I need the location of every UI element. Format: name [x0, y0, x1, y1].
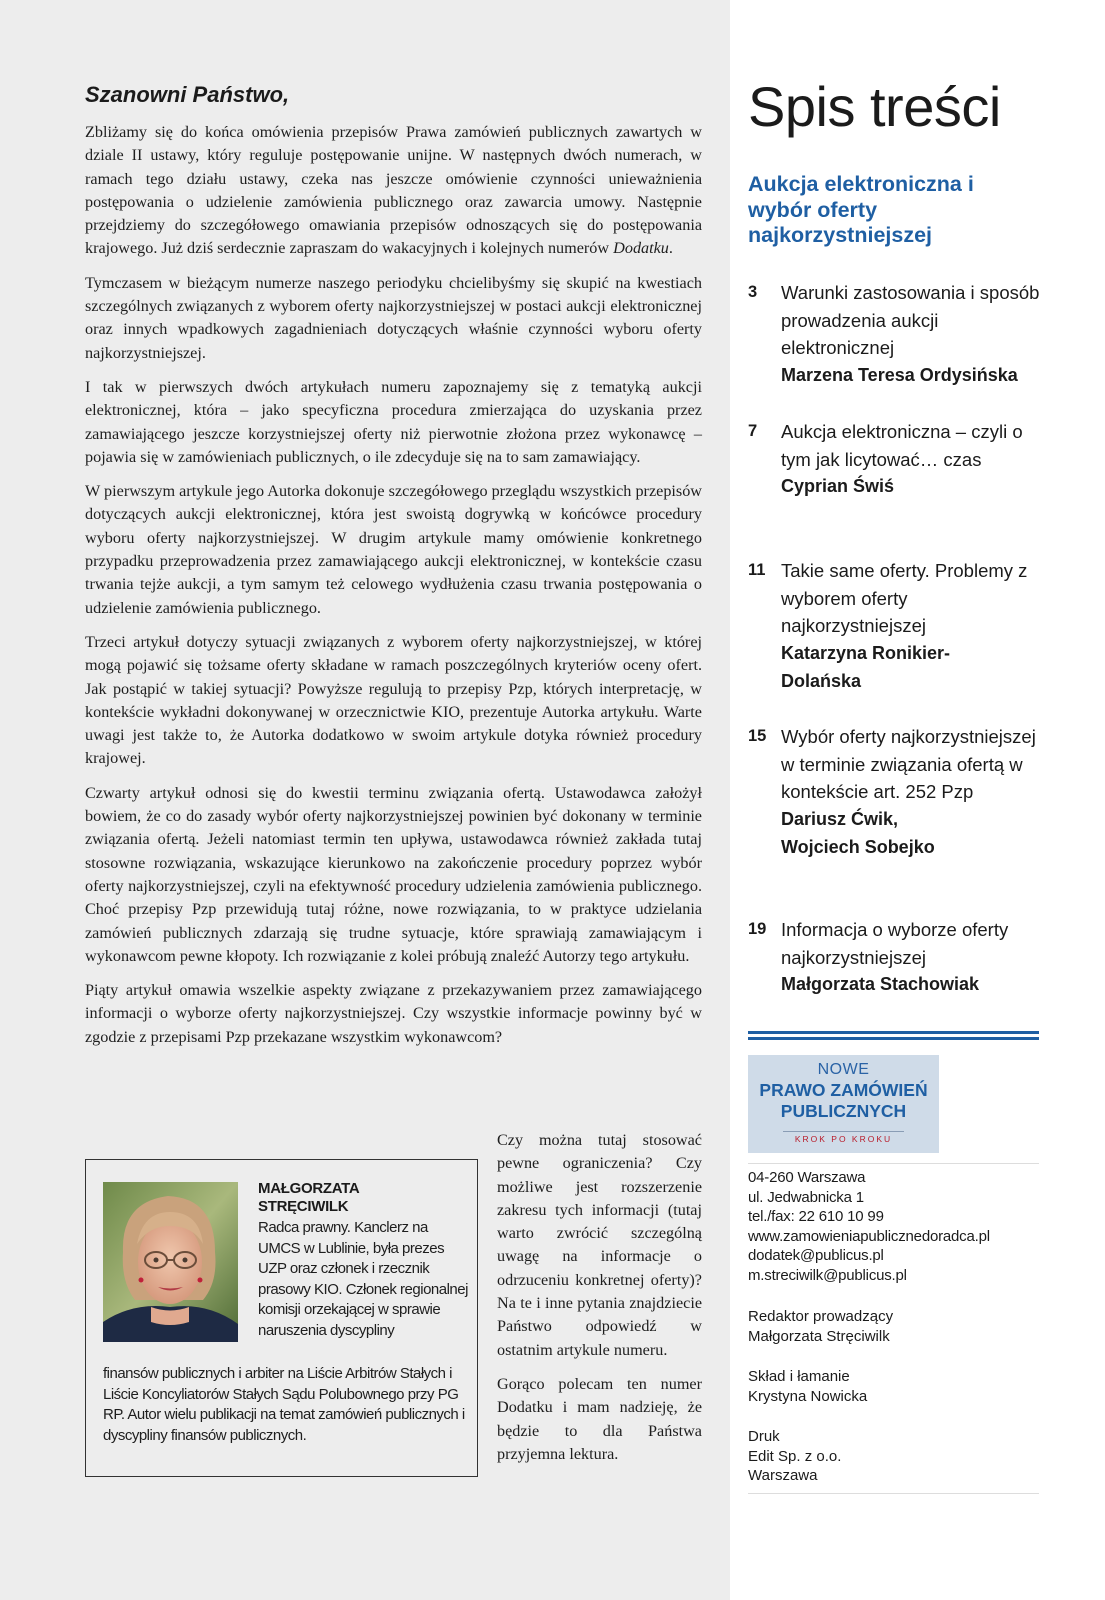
toc-article-title: Wybór oferty najkorzystniejszej w terminie związania ofertą w kontekście art. 252 Pzp	[781, 726, 1036, 803]
letter-paragraph-7: Piąty artykuł omawia wszelkie aspekty związane z przekazywaniem przez zamawiającego informacji o wyborze oferty najkorzystniejszej. Czy wszystkie informacje powinny być w zgodzie z przepisami Pzp przekazane wszystkim wykonawcom?	[85, 981, 702, 1046]
toc-page-number: 11	[748, 561, 766, 579]
issue-theme: Aukcja elektroniczna i wybór oferty najkorzystniejszej	[748, 172, 974, 247]
author-photo	[103, 1182, 238, 1342]
letter-paragraph-6: Czwarty artykuł odnosi się do kwestii terminu związania ofertą. Ustawodawca założył bowiem, że co do zasady wybór oferty najkorzystniejszej powinien być dokonany w terminie związania ofertą. Jeżeli natomiast termin ten upływa, ustawodawca również zakłada tutaj stosowne rozwiązania, wskazujące kierunkowo na zakończenie procedury poprzez wybór oferty najkorzystniejszej, czyli na efektywność procedury udzielenia zamówienia publicznego. Choć przepisy Pzp przewidują tutaj różne, nowe rozwiązania, to w praktyce udzielania zamówień publicznych zdarzają się trudne sytuacje, które sprawiają zamawiającym i wykonawcom pewne kłopoty. Ich rozwiązanie z kolei próbują znaleźć Autorzy tego artykułu.	[85, 783, 702, 965]
letter-paragraph-5: Trzeci artykuł dotyczy sytuacji związanych z wyborem oferty najkorzystniejszej, w której mogą pojawić się tożsame oferty składane w ramach poszczególnych kryteriów oceny ofert. Jak postąpić w takiej sytuacji? Powyższe regulują to przepisy Pzp, których interpretację, w kontekście wykładni dokonywanej w orzecznictwie KIO, prezentuje Autorka artykułu. Warte uwagi jest także to, że Autorka dodatkowo w swoim artykule dotyka również procedury krajowej.	[85, 632, 702, 768]
editorial-letter	[85, 121, 702, 1060]
toc-article-title: Warunki zastosowania i sposób prowadzenia aukcji elektronicznej	[781, 282, 1040, 359]
toc-article-author: Dariusz Ćwik, Wojciech Sobejko	[781, 809, 935, 857]
toc-page-number: 3	[748, 283, 758, 301]
letter-paragraph-2: Tymczasem w bieżącym numerze naszego periodyku chcielibyśmy się skupić na kwestiach szczególnych związanych z wyborem oferty najkorzystniejszej w postaci aukcji elektronicznej oraz innych wpadkowych zagadnieniach dotyczących właśnie czynności wyboru oferty najkorzystniejszej.	[85, 273, 702, 362]
author-bio-text-continued: finansów publicznych i arbiter na Liście Arbitrów Stałych i Liście Koncyliatorów Stałych Sądu Polubownego przy PG RP. Autor wielu publikacji na temat zamówień publicznych i dyscypliny finansów publicznych.	[103, 1365, 465, 1444]
letter-paragraph-7-continued: Czy można tutaj stosować pewne ograniczenia? Czy możliwe jest rozszerzenie zakresu tych informacji (tutaj warto zwrócić szczególną uwagę na informacje o odrzuceniu konkretnej oferty)? Na te i inne pytania znajdziecie Państwo odpowiedź w ostatnim artykule numeru.	[497, 1131, 702, 1359]
author-bio-text: Radca prawny. Kanclerz na UMCS w Lublinie, była prezes UZP oraz członek i rzecznik prasowy KIO. Członek regionalnej komisji orzekającej w sprawie naruszenia dyscypliny	[258, 1219, 468, 1339]
credit-editor: Redaktor prowadzący Małgorzata Stręciwilk	[748, 1308, 894, 1345]
author-bio-box	[85, 1159, 478, 1477]
credit-print: Druk Edit Sp. z o.o. Warszawa	[748, 1428, 842, 1484]
author-name: MAŁGORZATA STRĘCIWILK	[258, 1180, 360, 1215]
credit-layout: Skład i łamanie Krystyna Nowicka	[748, 1368, 868, 1405]
divider	[748, 1163, 1039, 1164]
letter-paragraph-3: I tak w pierwszych dwóch artykułach numeru zapoznajemy się z tematyką aukcji elektronicznej, która – jako specyficzna procedura zmierzająca do uzyskania przez zamawiającego jeszcze korzystniejszej oferty niż pierwotnie złożona przez wykonawcę – pojawia się w zamówieniach publicznych, o ile zdecyduje się na to sam zamawiający.	[85, 377, 702, 466]
toc-article-title: Informacja o wyborze oferty najkorzystniejszej	[781, 919, 1009, 968]
contact-phone: tel./fax: 22 610 10 99	[748, 1208, 884, 1225]
letter-paragraph-4: W pierwszym artykule jego Autorka dokonuje szczegółowego przeglądu wszystkich przepisów dotyczących aukcji elektronicznej, która jest swoistą dogrywką w końcówce procedury wyboru oferty najkorzystniejszej. W drugim artykule mamy omówienie konkretnego przypadku przeprowadzenia przez zamawiającego aukcji elektronicznej, w kontekście czasu trwania tejże aukcji, a tym samym też celowego wydłużenia czasu trwania postępowania o udzielenie zamówienia publicznego.	[85, 482, 702, 617]
salutation: Szanowni Państwo,	[85, 82, 290, 107]
toc-article-title: Takie same oferty. Problemy z wyborem oferty najkorzystniejszej	[781, 560, 1028, 637]
toc-article-author: Marzena Teresa Ordysińska	[781, 365, 1018, 386]
toc-title: Spis treści	[748, 75, 1001, 138]
letter-continuation	[497, 1129, 702, 1477]
toc-article-author: Cyprian Świś	[781, 476, 895, 497]
letter-paragraph-8: Gorąco polecam ten numer Dodatku i mam nadzieję, że będzie to dla Państwa przyjemna lektura.	[497, 1374, 703, 1463]
author-portrait-image	[103, 1182, 238, 1342]
publication-logo: NOWE PRAWO ZAMÓWIEŃ PUBLICZNYCH KROK PO KROKU	[748, 1055, 939, 1153]
toc-article-title: Aukcja elektroniczna – czyli o tym jak licytować… czas	[781, 421, 1023, 470]
contact-email-link[interactable]: m.streciwilk@publicus.pl	[748, 1266, 907, 1284]
toc-page-number: 7	[748, 422, 758, 440]
toc-divider	[748, 1031, 1039, 1040]
publisher-contact	[748, 1168, 1039, 1285]
contact-email-link[interactable]: dodatek@publicus.pl	[748, 1247, 884, 1264]
toc-page-number: 15	[748, 727, 767, 745]
toc-article-author: Małgorzata Stachowiak	[781, 974, 980, 995]
contact-street: ul. Jedwabnicka 1	[748, 1188, 864, 1206]
divider	[748, 1493, 1039, 1494]
letter-paragraph-1: Zbliżamy się do końca omówienia przepisów Prawa zamówień publicznych zawartych w dziale II ustawy, który reguluje postępowanie unijne. W następnych dwóch numerach, w ramach tego działu ustawy, czeka nas jeszcze omówienie czynności unieważnienia postępowania o udzielenie zamówienia publicznego oraz zawarcia umowy. Następnie przejdziemy do szczegółowego omawiania przepisów odnoszących się do postępowania krajowego. Już dziś serdecznie zapraszam do wakacyjnych i kolejnych numerów Dodatku.	[85, 123, 702, 258]
contact-postal: 04-260 Warszawa	[748, 1169, 866, 1186]
toc-article-author: Katarzyna Ronikier-Dolańska	[781, 643, 951, 691]
toc-page-number: 19	[748, 920, 767, 938]
contact-website-link[interactable]: www.zamowieniapublicznedoradca.pl	[748, 1227, 990, 1245]
